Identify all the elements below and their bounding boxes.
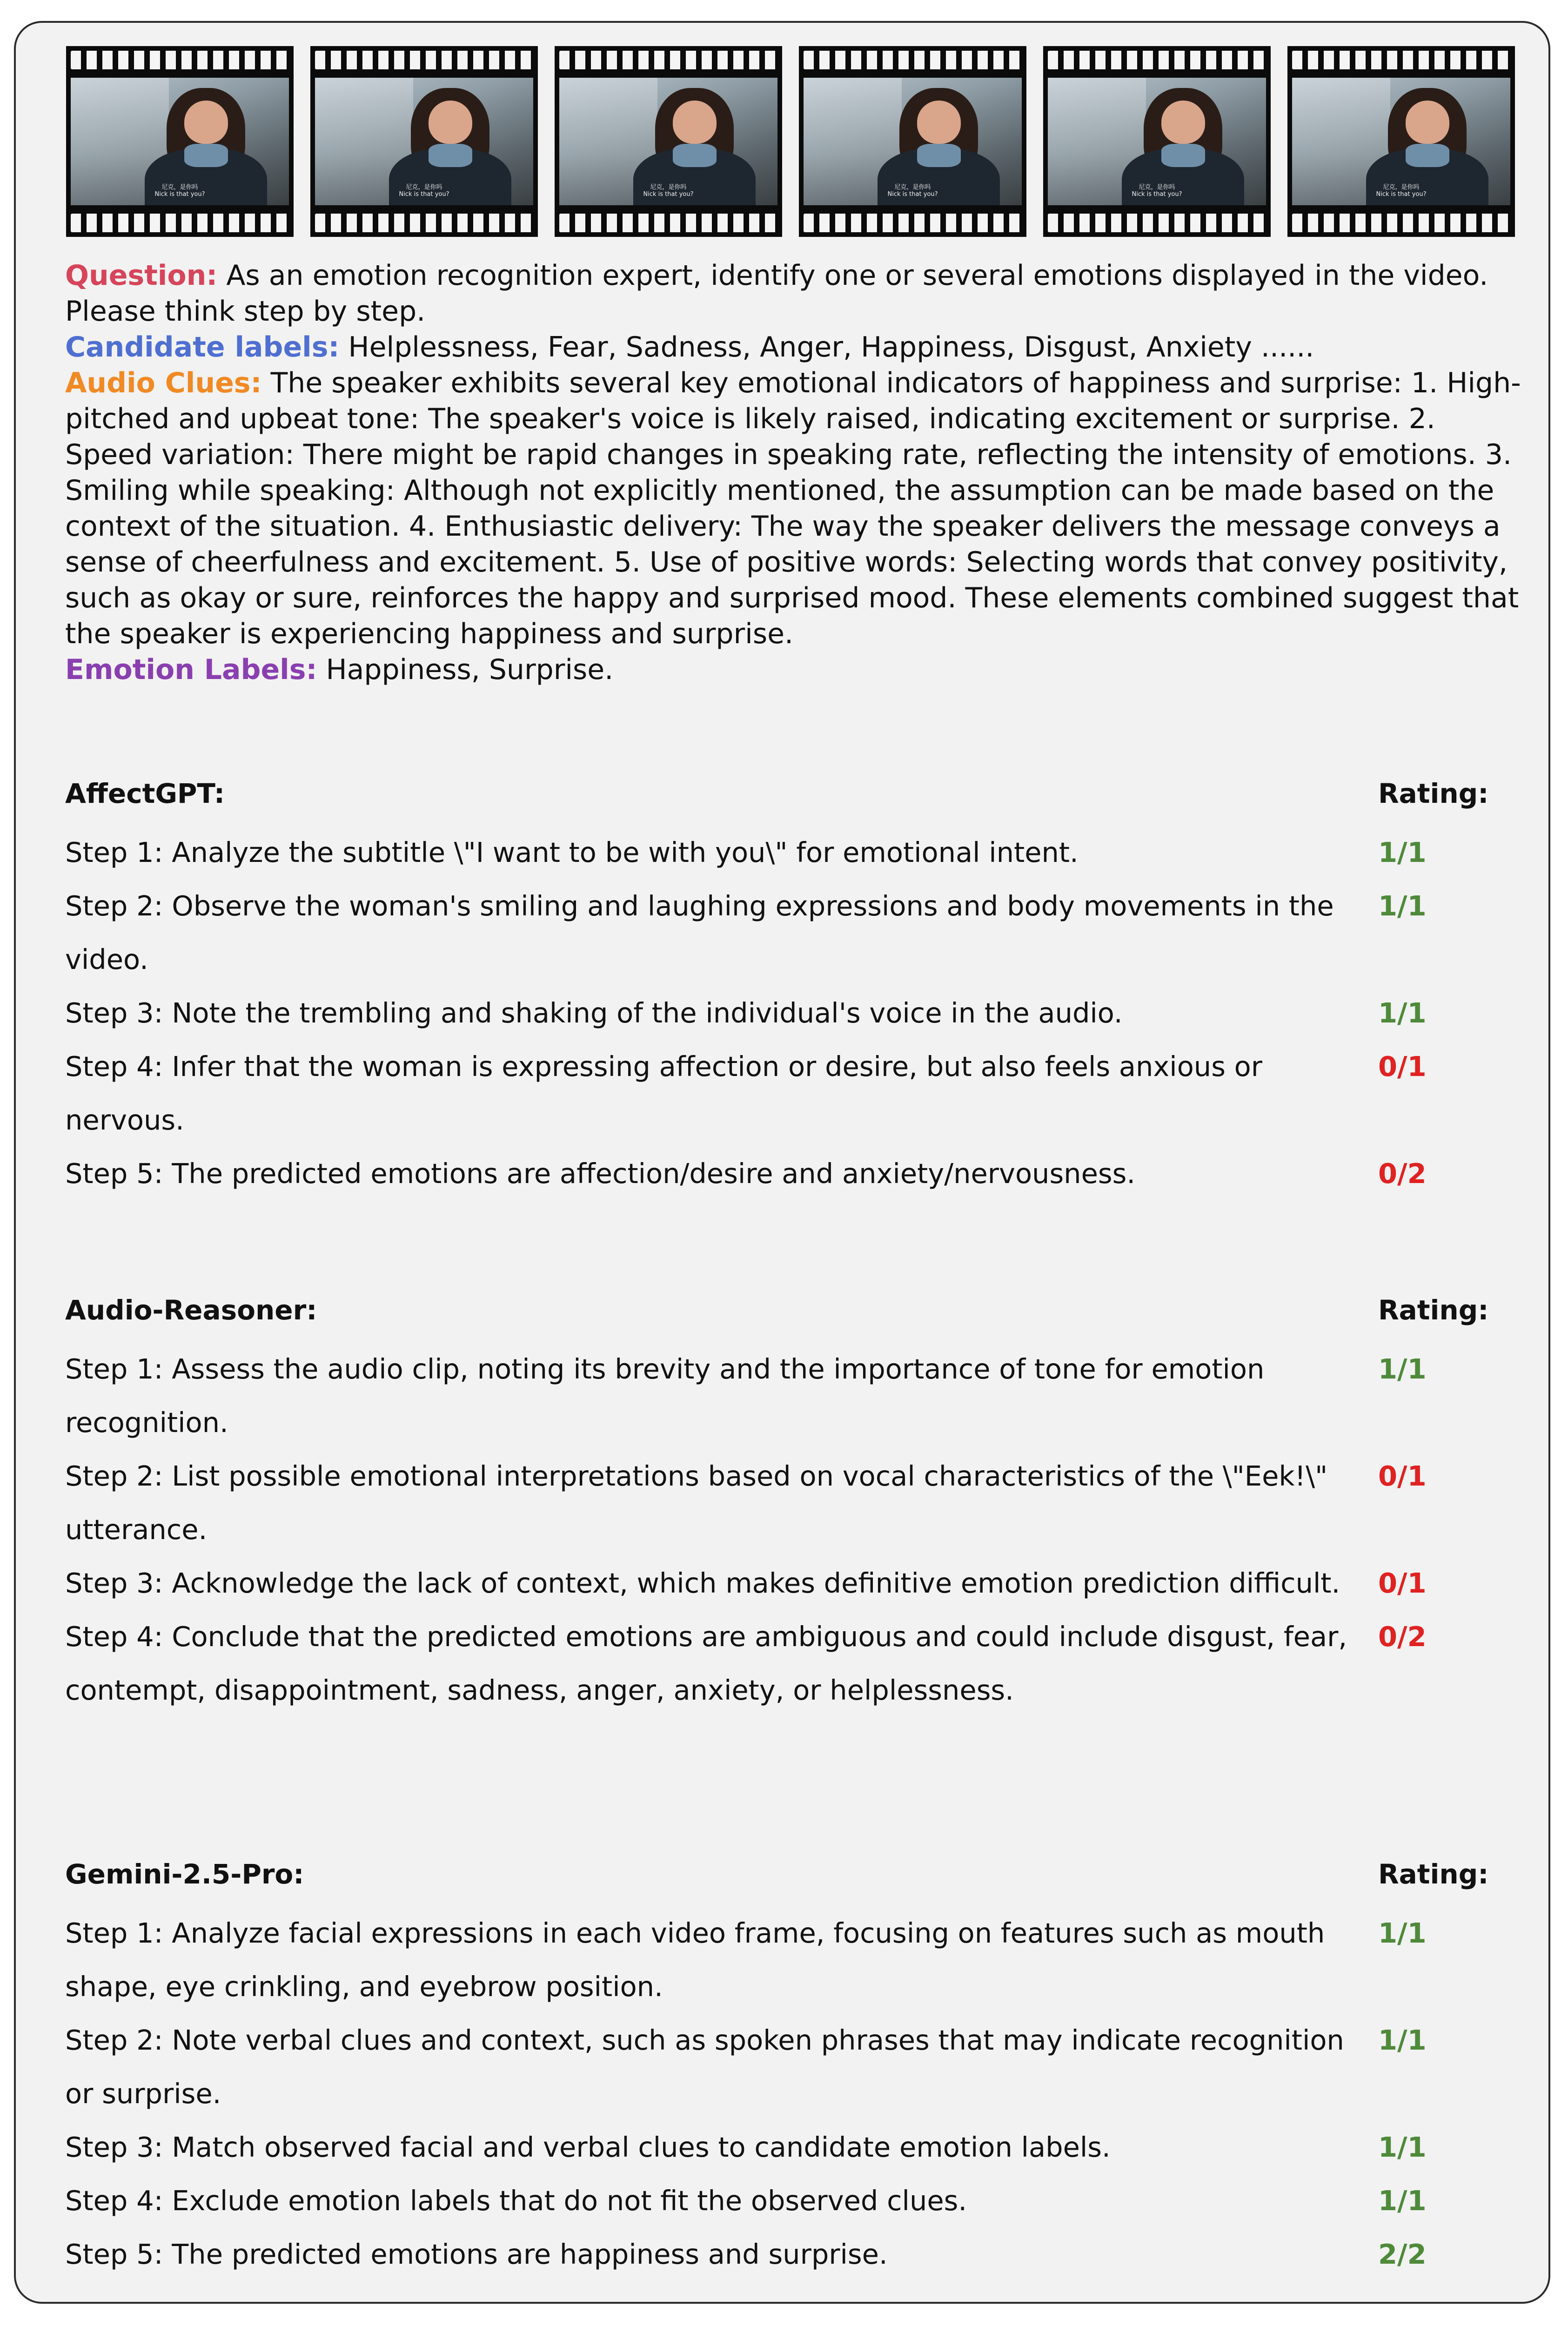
frame-subtitle: 尼克，是你吗 Nick is that you? bbox=[154, 183, 205, 198]
section-header bbox=[65, 772, 1521, 826]
film-sprockets bbox=[804, 214, 1022, 232]
film-sprockets bbox=[315, 214, 533, 232]
video-frame bbox=[799, 46, 1026, 237]
question-paragraph bbox=[65, 258, 1521, 330]
frame-subtitle: 尼克，是你吗 Nick is that you? bbox=[887, 183, 938, 198]
frame-image bbox=[315, 78, 533, 205]
film-sprockets bbox=[1048, 214, 1266, 232]
frame-subtitle: 尼克，是你吗 Nick is that you? bbox=[399, 183, 449, 198]
step-text: Step 4: Conclude that the predicted emotions are ambiguous and could include disgust, fear, contempt, disappointment, sadness, anger, anxiety, or helplessness. bbox=[65, 1621, 1347, 1706]
step-row bbox=[65, 1147, 1521, 1200]
step-text: Step 4: Exclude emotion labels that do not fit the observed clues. bbox=[65, 2185, 967, 2217]
emotion-labels-paragraph bbox=[65, 652, 1521, 688]
film-sprockets bbox=[1048, 51, 1266, 69]
step-text: Step 1: Analyze facial expressions in each video frame, focusing on features such as mouth shape, eye crinkling, and eyebrow position. bbox=[65, 1917, 1325, 2003]
rating-header: Rating: bbox=[1378, 778, 1489, 809]
model-section-gemini bbox=[65, 1853, 1521, 2281]
step-rating: 2/2 bbox=[1378, 2238, 1427, 2270]
film-sprockets bbox=[315, 51, 533, 69]
step-rating: 1/1 bbox=[1378, 1917, 1427, 1949]
step-text: Step 1: Analyze the subtitle \"I want to be with you\" for emotional intent. bbox=[65, 836, 1079, 868]
model-name: Audio-Reasoner: bbox=[65, 1294, 317, 1326]
frame-image bbox=[1292, 78, 1510, 205]
frame-subtitle: 尼克，是你吗 Nick is that you? bbox=[1376, 183, 1427, 198]
film-sprockets bbox=[1292, 51, 1510, 69]
video-frame bbox=[1043, 46, 1271, 237]
step-row bbox=[65, 1449, 1521, 1556]
step-text: Step 2: Observe the woman's smiling and laughing expressions and body movements in the video. bbox=[65, 890, 1334, 975]
step-text: Step 3: Acknowledge the lack of context, which makes definitive emotion prediction difficult. bbox=[65, 1567, 1340, 1599]
step-row bbox=[65, 1040, 1521, 1147]
video-frame bbox=[310, 46, 538, 237]
film-sprockets bbox=[1292, 214, 1510, 232]
step-row bbox=[65, 1610, 1521, 1717]
step-row bbox=[65, 1342, 1521, 1449]
section-header bbox=[65, 1853, 1521, 1906]
step-row bbox=[65, 986, 1521, 1040]
step-row bbox=[65, 1906, 1521, 2013]
step-rating: 0/1 bbox=[1378, 1567, 1427, 1599]
step-rating: 1/1 bbox=[1378, 890, 1427, 922]
candidates-text: Helplessness, Fear, Sadness, Anger, Happiness, Disgust, Anxiety ...... bbox=[339, 331, 1314, 363]
step-text: Step 1: Assess the audio clip, noting its brevity and the importance of tone for emotion recognition. bbox=[65, 1353, 1265, 1439]
step-row bbox=[65, 2174, 1521, 2227]
step-text: Step 3: Match observed facial and verbal clues to candidate emotion labels. bbox=[65, 2131, 1111, 2163]
step-row bbox=[65, 2120, 1521, 2174]
step-rating: 1/1 bbox=[1378, 836, 1427, 868]
audio-clues-paragraph bbox=[65, 365, 1521, 652]
frame-image bbox=[1048, 78, 1266, 205]
candidates-label: Candidate labels: bbox=[65, 331, 340, 363]
audio-clues-text: The speaker exhibits several key emotional indicators of happiness and surprise: 1. High-pitched and upbeat tone: The speaker's voice is likely raised, indicating excitement or surprise. 2. Speed variation: There might be rapid changes in speaking rate, reflecting the intensity of emotions. 3. Smiling while speaking: Although not explicitly mentioned, the assumption can be made based on the context of the situation. 4. Enthusiastic delivery: The way the speaker delivers the message conveys a sense of cheerfulness and excitement. 5. Use of positive words: Selecting words that convey positivity, such as okay or sure, reinforces the happy and surprised mood. These elements combined suggest that the speaker is experiencing happiness and surprise. bbox=[65, 367, 1521, 650]
film-sprockets bbox=[559, 51, 777, 69]
prompt-block bbox=[65, 258, 1521, 688]
step-row bbox=[65, 2013, 1521, 2120]
step-rating: 1/1 bbox=[1378, 1353, 1427, 1385]
candidates-paragraph bbox=[65, 330, 1521, 365]
step-rating: 0/1 bbox=[1378, 1460, 1427, 1492]
rating-header: Rating: bbox=[1378, 1294, 1489, 1326]
emotion-labels-text: Happiness, Surprise. bbox=[317, 653, 614, 686]
step-row bbox=[65, 2227, 1521, 2281]
frame-image bbox=[71, 78, 289, 205]
video-frame bbox=[66, 46, 294, 237]
question-label: Question: bbox=[65, 259, 218, 292]
step-text: Step 2: Note verbal clues and context, such as spoken phrases that may indicate recognition or surprise. bbox=[65, 2024, 1344, 2110]
figure-panel bbox=[14, 21, 1550, 2304]
step-rating: 0/2 bbox=[1378, 1157, 1427, 1190]
model-section-affectgpt bbox=[65, 772, 1521, 1200]
film-sprockets bbox=[804, 51, 1022, 69]
frame-image bbox=[559, 78, 777, 205]
video-filmstrip bbox=[66, 46, 1522, 237]
step-text: Step 5: The predicted emotions are affection/desire and anxiety/nervousness. bbox=[65, 1157, 1136, 1190]
frame-subtitle: 尼克，是你吗 Nick is that you? bbox=[1132, 183, 1182, 198]
film-sprockets bbox=[559, 214, 777, 232]
step-rating: 1/1 bbox=[1378, 2131, 1427, 2163]
model-name: Gemini-2.5-Pro: bbox=[65, 1858, 304, 1890]
step-rating: 1/1 bbox=[1378, 2185, 1427, 2217]
step-rating: 1/1 bbox=[1378, 2024, 1427, 2056]
film-sprockets bbox=[71, 214, 289, 232]
step-rating: 0/1 bbox=[1378, 1050, 1427, 1083]
video-frame bbox=[1287, 46, 1515, 237]
film-sprockets bbox=[71, 51, 289, 69]
step-text: Step 2: List possible emotional interpretations based on vocal characteristics of the \"Eek!\" utterance. bbox=[65, 1460, 1328, 1546]
step-rating: 1/1 bbox=[1378, 997, 1427, 1029]
video-frame bbox=[555, 46, 782, 237]
step-text: Step 3: Note the trembling and shaking of the individual's voice in the audio. bbox=[65, 997, 1123, 1029]
step-text: Step 4: Infer that the woman is expressing affection or desire, but also feels anxious or nervous. bbox=[65, 1050, 1263, 1136]
step-rating: 0/2 bbox=[1378, 1621, 1427, 1653]
step-text: Step 5: The predicted emotions are happiness and surprise. bbox=[65, 2238, 888, 2270]
frame-image bbox=[804, 78, 1022, 205]
emotion-labels-label: Emotion Labels: bbox=[65, 653, 317, 686]
model-section-audio-reasoner bbox=[65, 1289, 1521, 1717]
step-row bbox=[65, 1556, 1521, 1610]
question-text: As an emotion recognition expert, identify one or several emotions displayed in the video. Please think step by step. bbox=[65, 259, 1488, 328]
audio-clues-label: Audio Clues: bbox=[65, 367, 262, 399]
section-header bbox=[65, 1289, 1521, 1342]
step-row bbox=[65, 826, 1521, 879]
rating-header: Rating: bbox=[1378, 1858, 1489, 1890]
frame-subtitle: 尼克，是你吗 Nick is that you? bbox=[643, 183, 694, 198]
step-row bbox=[65, 879, 1521, 986]
model-name: AffectGPT: bbox=[65, 778, 225, 809]
